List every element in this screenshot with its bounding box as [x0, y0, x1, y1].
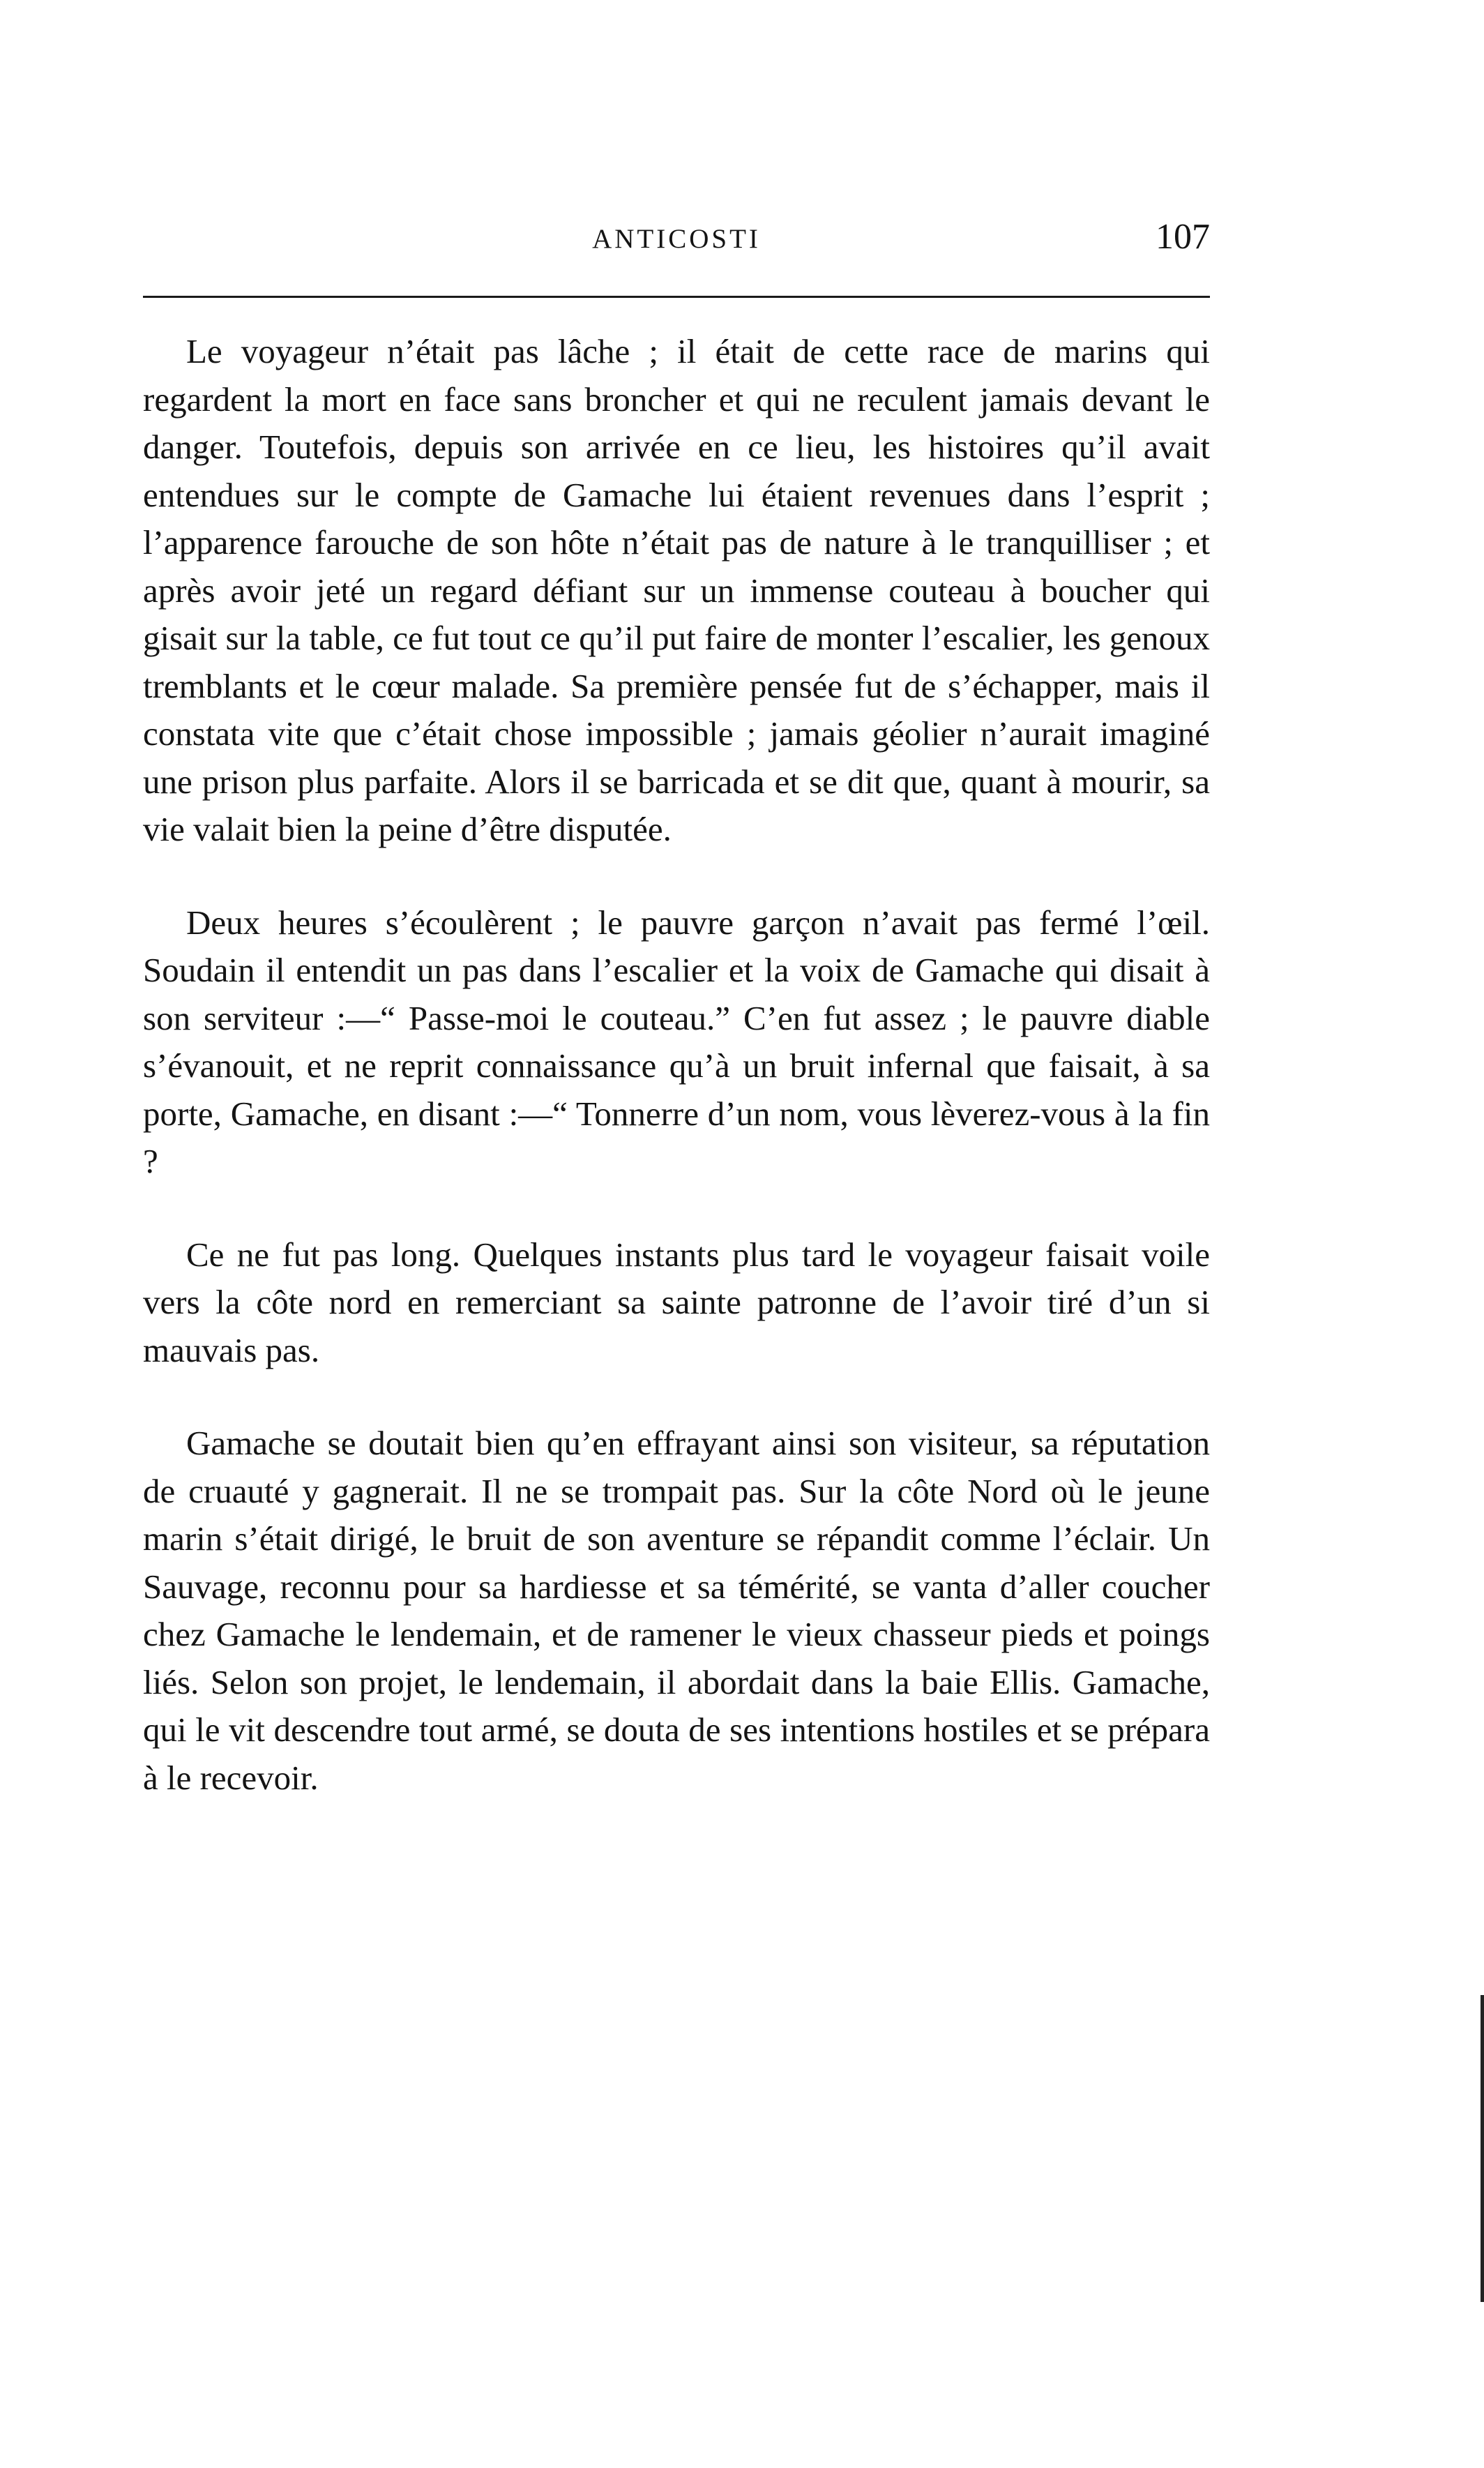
paragraph-spacer: [143, 854, 1210, 899]
paragraph-4: Gamache se doutait bien qu’en effrayant ainsi son visiteur, sa réputation de cruauté y gagnerait. Il ne se trompait pas. Sur la côte Nord où le jeune marin s’était dirigé, le bruit de son aventure se répandit comme l’éclair. Un Sauvage, reconnu pour sa hardiesse et sa témérité, se vanta d’aller coucher chez Gamache le lendemain, et de ramener le vieux chasseur pieds et poings liés. Selon son projet, le lendemain, il abordait dans la baie Ellis. Gamache, qui le vit descendre tout armé, se douta de ses intentions hostiles et se prépara à le recevoir.: [143, 1424, 1210, 1797]
header-rule: [143, 296, 1210, 298]
paragraph-spacer: [143, 1186, 1210, 1231]
paragraph-2: Deux heures s’écoulèrent ; le pauvre garçon n’avait pas fermé l’œil. Soudain il entendit un pas dans l’escalier et la voix de Gamache qui disait à son serviteur :—“ Passe-moi le couteau.” C’en fut assez ; le pauvre diable s’évanouit, et ne reprit connaissance qu’à un bruit infernal que faisait, à sa porte, Gamache, en disant :—“ Tonnerre d’un nom, vous lèverez-vous à la fin ?: [143, 903, 1210, 1180]
body-text: [143, 328, 1210, 1802]
page-number: 107: [1156, 217, 1210, 257]
paragraph-spacer: [143, 1374, 1210, 1420]
running-title: ANTICOSTI: [592, 224, 761, 254]
paragraph-1: Le voyageur n’était pas lâche ; il était de cette race de marins qui regardent la mort en face sans broncher et qui ne reculent jamais devant le danger. Toutefois, depuis son arrivée en ce lieu, les histoires qu’il avait entendues sur le compte de Gamache lui étaient revenues dans l’esprit ; l’apparence farouche de son hôte n’était pas de nature à le tranquilliser ; et après avoir jeté un regard défiant sur un immense couteau à boucher qui gisait sur la table, ce fut tout ce qu’il put faire de monter l’escalier, les genoux tremblants et le cœur malade. Sa première pensée fut de s’échapper, mais il constata vite que c’était chose impossible ; jamais géolier n’aurait imaginé une prison plus parfaite. Alors il se barricada et se dit que, quant à mourir, sa vie valait bien la peine d’être disputée.: [143, 332, 1210, 848]
running-head: [143, 216, 1210, 272]
paragraph-3: Ce ne fut pas long. Quelques instants plus tard le voyageur faisait voile vers la côte nord en remerciant sa sainte patronne de l’avoir tiré d’un si mauvais pas.: [143, 1235, 1210, 1369]
page-edge-shadow: [1481, 1995, 1484, 2302]
